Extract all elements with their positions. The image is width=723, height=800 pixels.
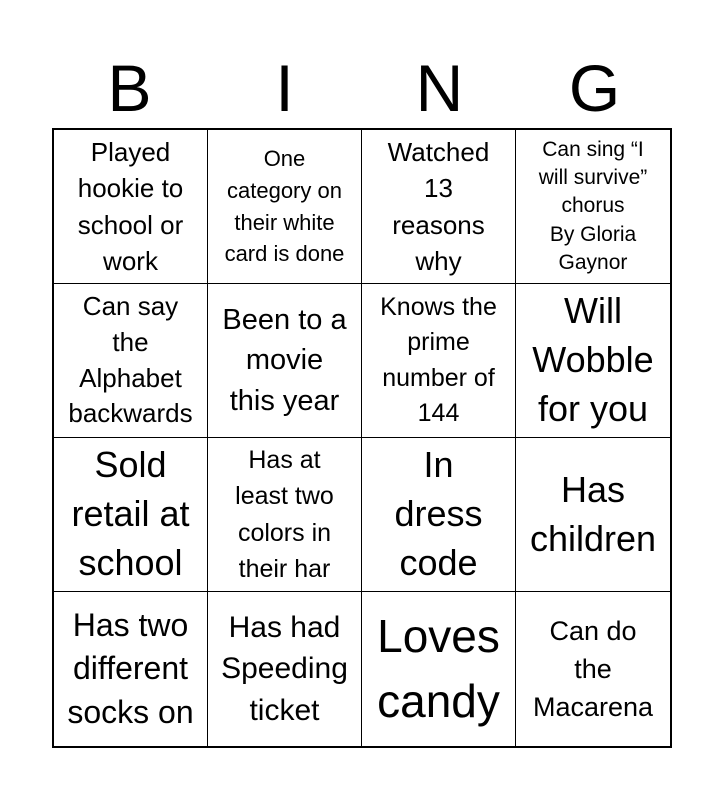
bingo-cell-text: One category on their white card is done: [224, 145, 345, 267]
bingo-cell-text: Knows the prime number of 144: [380, 292, 497, 427]
header-letter-g: G: [568, 51, 621, 125]
bingo-header: [52, 52, 672, 124]
bingo-cell[interactable]: [54, 438, 208, 592]
bingo-cell-text: Watched 13 reasons why: [387, 136, 490, 276]
bingo-cell[interactable]: [208, 592, 362, 746]
bingo-board: [52, 128, 672, 748]
bingo-cell[interactable]: [208, 438, 362, 592]
bingo-cell[interactable]: [516, 130, 670, 284]
bingo-cell[interactable]: [516, 284, 670, 438]
bingo-cell-text: Has children: [529, 468, 657, 559]
bingo-cell[interactable]: [54, 284, 208, 438]
bingo-cell-text: Been to a movie this year: [222, 304, 347, 417]
bingo-cell[interactable]: [516, 592, 670, 746]
bingo-cell-text: Sold retail at school: [71, 444, 190, 583]
bingo-cell[interactable]: [54, 130, 208, 284]
header-letter-b: B: [107, 51, 152, 125]
header-letter-i: I: [275, 51, 294, 125]
bingo-cell-text: Can sing “I will survive” chorus By Gloria Gaynor: [538, 137, 648, 275]
bingo-cell-text: Has had Speeding ticket: [221, 610, 348, 727]
bingo-cell[interactable]: [362, 438, 516, 592]
bingo-cell-text: In dress code: [394, 444, 483, 583]
bingo-cell[interactable]: [208, 130, 362, 284]
bingo-cell[interactable]: [208, 284, 362, 438]
bingo-cell-text: Has at least two colors in their har: [235, 446, 334, 583]
bingo-cell[interactable]: [54, 592, 208, 746]
bingo-cell-text: Will Wobble for you: [532, 290, 654, 429]
bingo-cell[interactable]: [362, 284, 516, 438]
bingo-cell-text: Has two different socks on: [67, 606, 194, 730]
bingo-cell[interactable]: [516, 438, 670, 592]
bingo-cell[interactable]: [362, 130, 516, 284]
bingo-cell-text: Can say the Alphabet backwards: [68, 290, 193, 429]
bingo-cell-text: Can do the Macarena: [532, 615, 654, 723]
bingo-cell[interactable]: [362, 592, 516, 746]
header-letter-n: N: [415, 51, 464, 125]
bingo-cell-text: Loves candy: [377, 609, 500, 727]
bingo-cell-text: Played hookie to school or work: [77, 136, 184, 276]
